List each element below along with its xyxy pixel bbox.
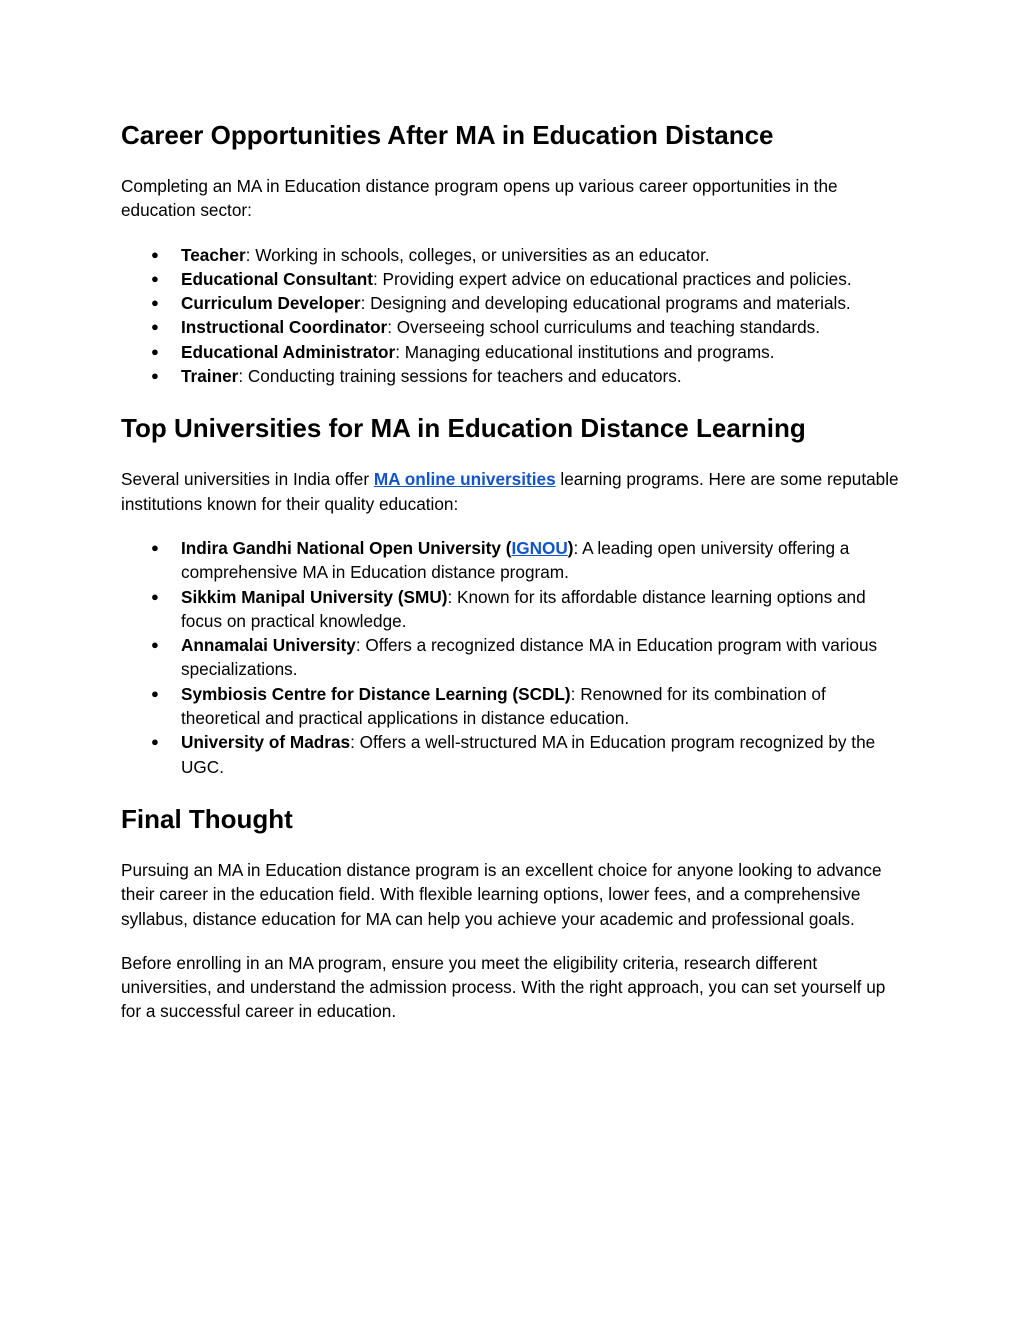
- list-item: [121, 730, 907, 779]
- term-text: ): [567, 537, 574, 558]
- final-paragraph-2: Before enrolling in an MA program, ensure you meet the eligibility criteria, research different universities, and understand the admission process. With the right approach, you can set yourself up for a successful career in education.: [121, 952, 886, 1022]
- bullet-icon: ●: [151, 734, 159, 750]
- intro-text: learning programs. Here are some reputable institutions known for their quality education:: [121, 469, 899, 514]
- list-item: [121, 633, 907, 682]
- item-term: Curriculum Developer: [181, 293, 361, 314]
- item-term: Symbiosis Centre for Distance Learning (SCDL): [181, 683, 571, 704]
- career-intro: Completing an MA in Education distance program opens up various career opportunities in the education sector:: [121, 176, 838, 221]
- ignou-link[interactable]: IGNOU: [511, 537, 568, 558]
- item-term: Trainer: [181, 366, 239, 387]
- list-item: [121, 585, 907, 634]
- final-paragraph-1: Pursuing an MA in Education distance program is an excellent choice for anyone looking to advance their career in the education field. With flexible learning options, lower fees, and a comprehensive syllabus, distance education for MA can help you achieve your academic and professional goals.: [121, 859, 882, 929]
- intro-text: Several universities in India offer: [121, 469, 374, 490]
- section-title-universities: Top Universities for MA in Education Distance Learning: [121, 413, 806, 444]
- bullet-icon: ●: [151, 343, 159, 359]
- career-list: [121, 243, 907, 389]
- item-desc: : Providing expert advice on educational practices and policies.: [372, 268, 852, 289]
- item-desc: : Designing and developing educational programs and materials.: [360, 293, 851, 314]
- item-term: Annamalai University: [181, 635, 356, 656]
- term-text: Indira Gandhi National Open University (: [181, 537, 512, 558]
- list-item: [121, 682, 907, 731]
- item-term: [181, 538, 574, 558]
- item-desc: : Offers a recognized distance MA in Education program with various specializations.: [181, 635, 878, 680]
- list-item: [121, 364, 907, 388]
- item-desc: : A leading open university offering a comprehensive MA in Education distance program.: [181, 537, 850, 583]
- section-title-final-thought: Final Thought: [121, 803, 293, 834]
- universities-list: [121, 536, 907, 779]
- bullet-icon: ●: [151, 685, 159, 701]
- bullet-icon: ●: [151, 270, 159, 286]
- bullet-icon: ●: [151, 588, 159, 604]
- list-item: [121, 340, 907, 364]
- universities-intro: [121, 467, 907, 516]
- item-term: Educational Administrator: [181, 341, 396, 362]
- item-term: Instructional Coordinator: [181, 317, 388, 338]
- item-desc: : Known for its affordable distance learning options and focus on practical knowledge.: [181, 586, 866, 631]
- item-term: Teacher: [181, 244, 246, 265]
- item-desc: : Overseeing school curriculums and teaching standards.: [387, 317, 821, 338]
- list-item: [121, 267, 907, 291]
- ma-online-universities-link[interactable]: MA online universities: [373, 469, 556, 490]
- item-desc: : Working in schools, colleges, or universities as an educator.: [245, 244, 710, 265]
- list-item: [121, 243, 907, 267]
- list-item: [121, 315, 907, 339]
- list-item: [121, 536, 907, 585]
- document-page: [121, 118, 907, 1024]
- item-desc: : Renowned for its combination of theoretical and practical applications in distance education.: [181, 683, 826, 729]
- item-desc: : Conducting training sessions for teachers and educators.: [238, 366, 682, 387]
- bullet-icon: ●: [151, 319, 159, 335]
- section-title-career: Career Opportunities After MA in Education Distance: [121, 120, 774, 150]
- item-desc: : Offers a well-structured MA in Education program recognized by the UGC.: [181, 732, 876, 777]
- bullet-icon: ●: [151, 539, 159, 555]
- list-item: [121, 291, 907, 315]
- item-term: University of Madras: [181, 732, 351, 753]
- item-term: Sikkim Manipal University (SMU): [181, 586, 448, 607]
- item-term: Educational Consultant: [181, 268, 373, 289]
- bullet-icon: ●: [151, 368, 159, 384]
- bullet-icon: ●: [151, 246, 159, 262]
- bullet-icon: ●: [151, 295, 159, 311]
- item-desc: : Managing educational institutions and programs.: [395, 341, 775, 362]
- bullet-icon: ●: [151, 637, 159, 653]
